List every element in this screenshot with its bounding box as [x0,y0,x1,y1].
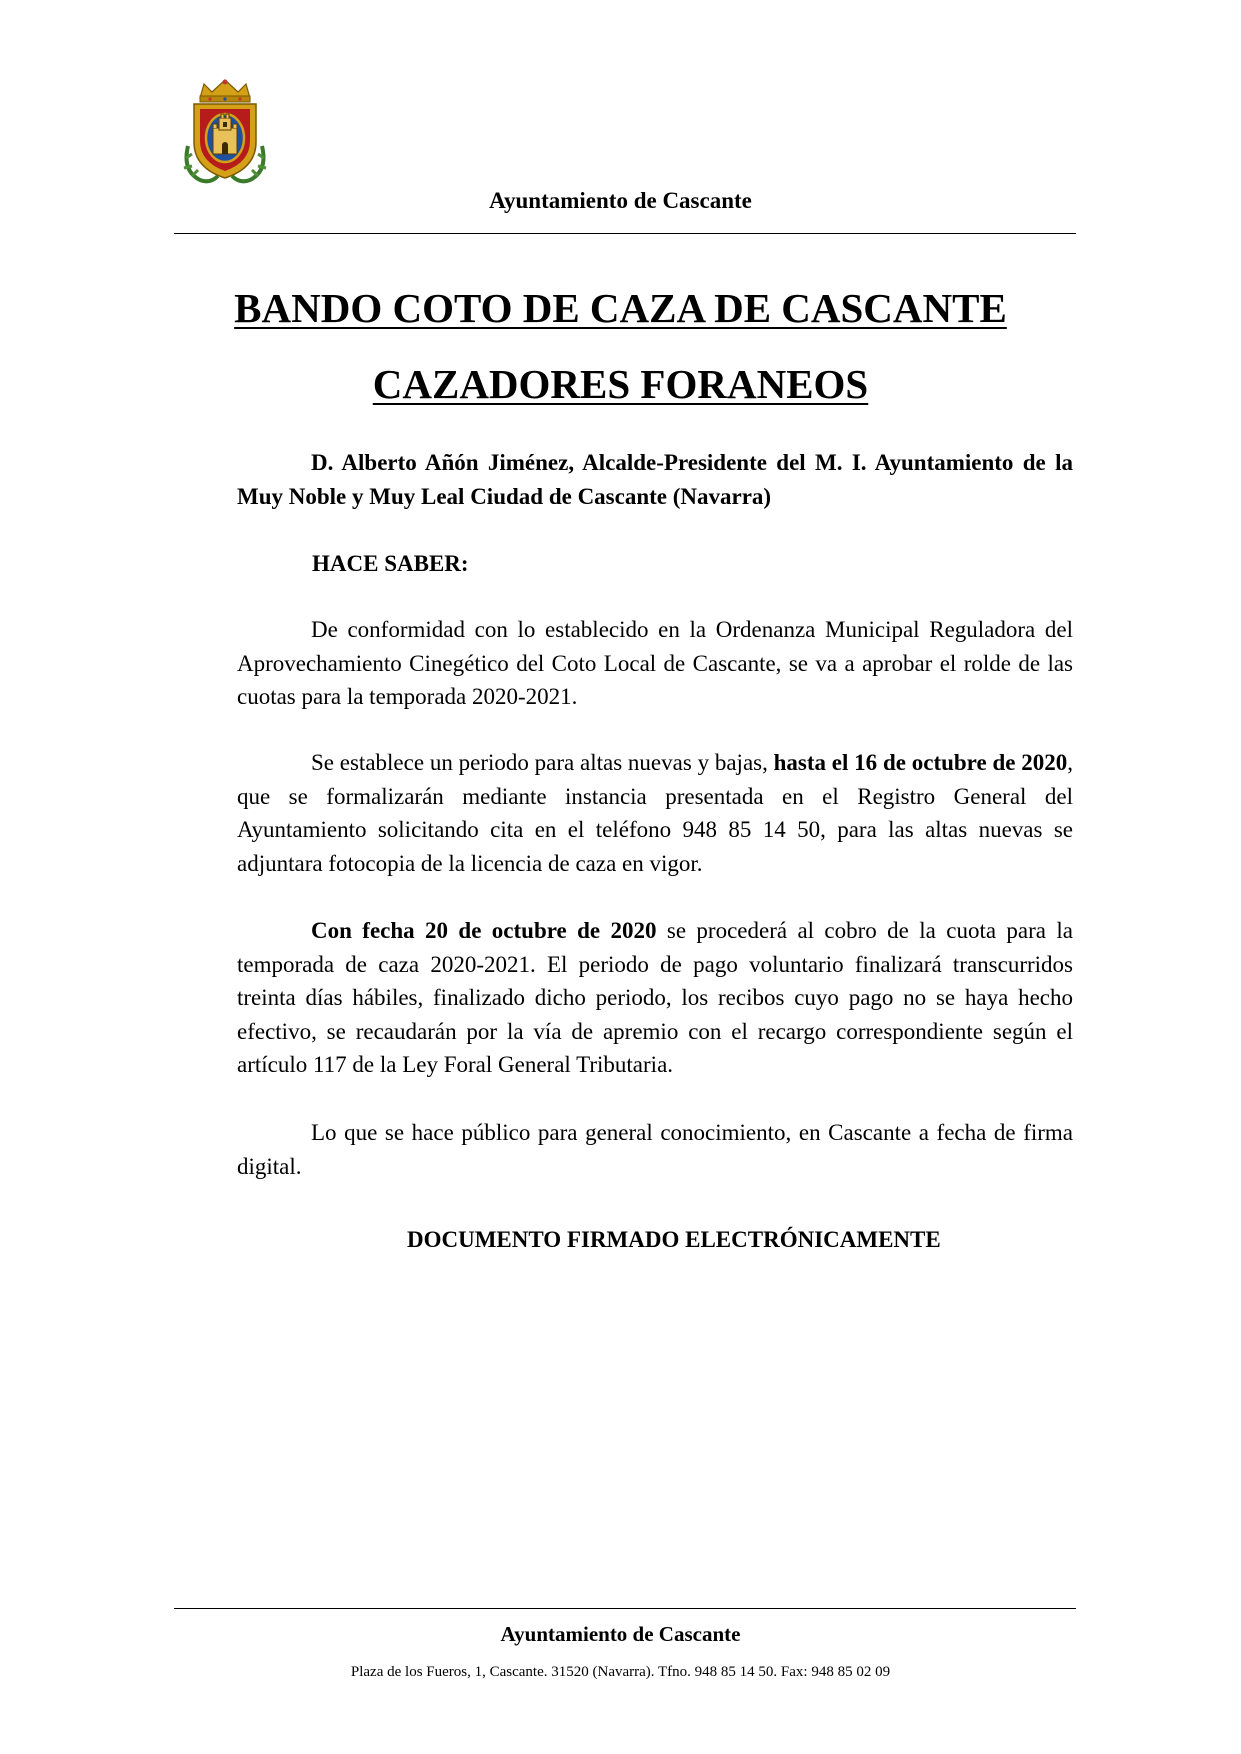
paragraph-registration-period [237,746,1073,880]
coat-of-arms-icon [180,76,270,186]
footer-organization: Ayuntamiento de Cascante [500,1622,741,1646]
paragraph-closing-text: Lo que se hace público para general conocimiento, en Cascante a fecha de firma digital. [237,1120,1073,1179]
intro-text: D. Alberto Añón Jiménez, Alcalde-Presidente del M. I. Ayuntamiento de la Muy Noble y Muy Leal Ciudad de Cascante (Navarra) [237,450,1073,509]
deadline-date: hasta el 16 de octubre de 2020 [773,750,1068,775]
electronic-signature-note: DOCUMENTO FIRMADO ELECTRÓNICAMENTE [407,1227,941,1252]
document-title: BANDO COTO DE CAZA DE CASCANTE [234,285,1007,331]
paragraph-payment [237,914,1073,1082]
paragraph-text: se procederá al cobro de la cuota para la temporada de caza 2020-2021. El periodo de pago voluntario finalizará transcurridos treinta días hábiles, finalizado dicho periodo, los recibos cuyo pago no se haya hecho efectivo, se recaudarán por la vía de apremio con el recargo correspondiente según el artículo 117 de la Ley Foral General Tributaria. [237,918,1073,1077]
paragraph-ordinance [237,613,1073,714]
header-divider [174,233,1076,234]
paragraph-closing [237,1116,1073,1183]
paragraph-text: Se establece un periodo para altas nuevas y bajas, [311,750,774,775]
footer-divider [174,1608,1076,1609]
footer-address: Plaza de los Fueros, 1, Cascante. 31520 (Navarra). Tfno. 948 85 14 50. Fax: 948 85 02 09 [350,1664,891,1680]
paragraph-ordinance-text: De conformidad con lo establecido en la Ordenanza Municipal Reguladora del Aprovechamiento Cinegético del Coto Local de Cascante, se va a aprobar el rolde de las cuotas para la temporada 2020-2021. [237,617,1073,709]
document-subtitle: CAZADORES FORANEOS [372,361,869,407]
payment-date: Con fecha 20 de octubre de 2020 [311,918,657,943]
intro-paragraph [237,446,1073,513]
hace-saber-heading: HACE SABER: [312,551,469,576]
paragraph-text: , que se formalizarán mediante instancia presentada en el Registro General del Ayuntamiento solicitando cita en el teléfono 948 85 14 50, para las altas nuevas se adjuntara fotocopia de la licencia de caza en vigor. [237,750,1073,876]
header-organization: Ayuntamiento de Cascante [489,188,752,213]
